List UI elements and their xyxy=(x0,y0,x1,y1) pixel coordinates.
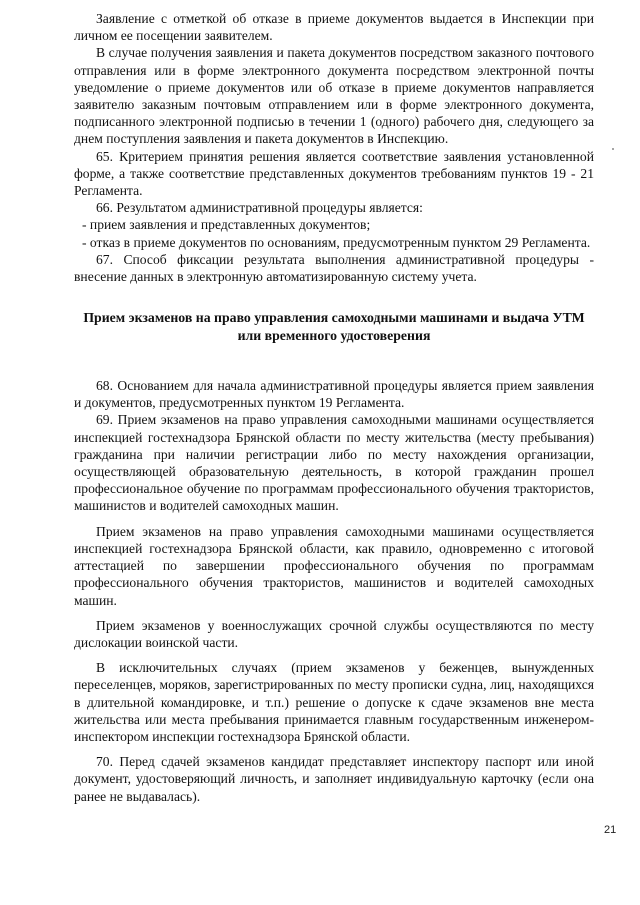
paragraph-postal-notice: В случае получения заявления и пакета документов посредством заказного почтового отправления или в форме электронного документа посредством электронной почты уведомление о приеме документов или об отказе в приеме документов направляется заявителю заказным почтовым отправлением или в форме электронного документа, подписанного электронной подписью в течении 1 (одного) рабочего дня, следующего за днем поступления заявления и пакета документов в Инспекцию. xyxy=(74,45,594,147)
scan-dot xyxy=(612,148,614,150)
page-number: 21 xyxy=(604,824,617,836)
paragraph-exams-with-attestation: Прием экзаменов на право управления самоходными машинами осуществляется инспекцией гостехнадзора Брянской области, как правило, одновременно с итоговой аттестацией по завершении профессионального обучения по программам профессионального обучения трактористов, машинистов и водителей самоходных машин. xyxy=(74,523,594,608)
paragraph-military-exams: Прием экзаменов у военнослужащих срочной службы осуществляются по месту дислокации воинской части. xyxy=(74,617,594,650)
paragraph-69: 69. Прием экзаменов на право управления самоходными машинами осуществляется инспекцией гостехнадзора Брянской области по месту жительства (месту пребывания) гражданина при наличии регистрации либо по месту нахождения организации, осуществляющей образовательную деятельность, в которой гражданин прошел профессиональное обучение по программам профессионального обучения трактористов, машинистов и водителей самоходных машин. xyxy=(74,412,594,514)
paragraph-rejection-note: Заявление с отметкой об отказе в приеме документов выдается в Инспекции при личном ее посещении заявителем. xyxy=(74,11,594,44)
section-heading: Прием экзаменов на право управления самоходными машинами и выдача УТМ или временного удостоверения xyxy=(83,310,585,343)
paragraph-68: 68. Основанием для начала административной процедуры является прием заявления и документов, предусмотренных пунктом 19 Регламента. xyxy=(74,378,594,411)
paragraph-70: 70. Перед сдачей экзаменов кандидат представляет инспектору паспорт или иной документ, удостоверяющий личность, и заполняет индивидуальную карточку (если она ранее не выдавалась). xyxy=(74,754,594,804)
document-page xyxy=(74,10,594,805)
paragraph-66: 66. Результатом административной процедуры является: xyxy=(96,200,423,216)
paragraph-65: 65. Критерием принятия решения является соответствие заявления установленной форме, а также соответствие представленных документов требованиям пунктов 19 - 21 Регламента. xyxy=(74,148,594,199)
paragraph-67: 67. Способ фиксации результата выполнения административной процедуры - внесение данных в электронную автоматизированную систему учета. xyxy=(74,251,594,285)
paragraph-exceptional-cases: В исключительных случаях (прием экзаменов у беженцев, вынужденных переселенцев, моряков, зарегистрированных по месту прописки судна, лиц, находящихся в длительной командировке, и т.п.) решение о допуске к сдаче экзаменов вне места жительства или места пребывания принимается главным государственным инженером-инспектором инспекции гостехнадзора Брянской области. xyxy=(74,660,594,744)
list-item-acceptance: - прием заявления и представленных документов; xyxy=(82,217,371,233)
list-item-refusal: - отказ в приеме документов по основаниям, предусмотренным пунктом 29 Регламента. xyxy=(82,234,591,250)
